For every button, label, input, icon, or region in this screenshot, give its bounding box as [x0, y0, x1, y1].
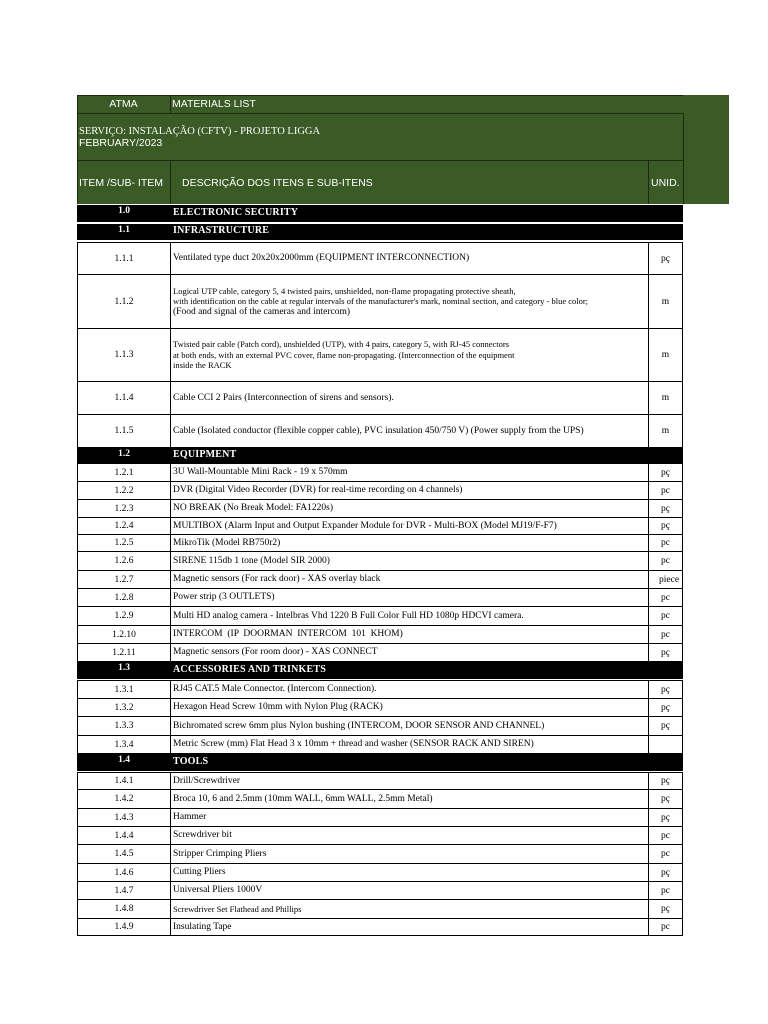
table-row [77, 552, 683, 571]
header-rule-1 [77, 113, 683, 114]
item-description: Screwdriver bit [171, 827, 649, 844]
col-header-unit: UNID. [651, 177, 680, 189]
item-description: Hexagon Head Screw 10mm with Nylon Plug (RACK) [171, 699, 649, 716]
col-header-item: ITEM /SUB- ITEM [79, 177, 163, 189]
item-description: MikroTik (Model RB750r2) [171, 535, 649, 551]
item-number: 1.2.2 [78, 482, 171, 499]
item-number: 1.4.8 [78, 900, 171, 918]
item-number: 1.1.4 [78, 382, 171, 414]
item-description: Power strip (3 OUTLETS) [171, 589, 649, 606]
item-description: Cable (Isolated conductor (flexible copper cable), PVC insulation 450/750 V) (Power supply from the UPS) [171, 415, 649, 447]
table-row [77, 589, 683, 607]
item-unit: pc [661, 922, 670, 932]
item-unit: pç [661, 776, 670, 786]
item-unit: pc [661, 485, 670, 496]
org-name: ATMA [109, 98, 138, 110]
item-number: 1.4.4 [78, 827, 171, 844]
item-description: Universal Pliers 1000V [171, 882, 649, 899]
item-description: INTERCOM (IP DOORMAN INTERCOM 101 KHOM) [171, 626, 649, 643]
table-row [77, 535, 683, 552]
item-description: Stripper Crimping Pliers [171, 845, 649, 863]
item-number: 1.4.2 [78, 790, 171, 808]
item-unit: m [661, 296, 670, 307]
description-line: Twisted pair cable (Patch cord), unshielded (UTP), with 4 pairs, category 5, with RJ-45 connectors [173, 339, 510, 350]
header-divider-2 [170, 160, 171, 204]
col-header-description: DESCRIÇÃO DOS ITENS E SUB-ITENS [182, 177, 373, 189]
item-unit: m [661, 393, 670, 403]
table-row [77, 845, 683, 864]
item-description: NO BREAK (No Break Model: FA1220s) [171, 500, 649, 517]
header-divider-4 [683, 113, 684, 204]
item-number: 1.2.1 [78, 464, 171, 481]
table-row [77, 790, 683, 809]
section-number: 1.1 [78, 224, 171, 239]
item-number: 1.4.3 [78, 809, 171, 826]
item-description: RJ45 CAT.5 Male Connector. (Intercom Connection). [171, 681, 649, 698]
item-unit: pc [661, 538, 670, 548]
item-description: DVR (Digital Video Recorder (DVR) for real-time recording on 4 channels) [171, 482, 649, 499]
description-line: at both ends, with an external PVC cover, flame non-propagating. (Interconnection of the equipment [173, 349, 515, 360]
item-unit: pç [661, 904, 670, 914]
header-divider-3 [648, 160, 649, 204]
table-row [77, 717, 683, 736]
item-description: Insulating Tape [171, 919, 649, 935]
item-number: 1.4.1 [78, 773, 171, 789]
item-number: 1.3.2 [78, 699, 171, 716]
item-number: 1.2.9 [78, 607, 171, 625]
doc-date: FEBRUARY/2023 [79, 137, 163, 149]
item-unit: pç [661, 721, 670, 731]
section-title: EQUIPMENT [173, 449, 237, 461]
item-number: 1.2.7 [78, 571, 171, 588]
item-unit: pc [661, 629, 670, 640]
item-description: Cable CCI 2 Pairs (Interconnection of sirens and sensors). [171, 382, 649, 414]
table-row [77, 607, 683, 626]
item-unit: pç [661, 467, 670, 478]
section-title: INFRASTRUCTURE [173, 225, 270, 237]
item-number: 1.4.7 [78, 882, 171, 899]
item-description: Hammer [171, 809, 649, 826]
item-number: 1.3.4 [78, 736, 171, 753]
item-unit: pç [661, 702, 670, 713]
item-description: Multi HD analog camera - Intelbras Vhd 1220 B Full Color Full HD 1080p HDCVI camera. [171, 607, 649, 625]
item-number: 1.2.6 [78, 552, 171, 570]
item-description: Magnetic sensors (For room door) - XAS CONNECT [171, 644, 649, 661]
item-description: Ventilated type duct 20x20x2000mm (EQUIPMENT INTERCONNECTION) [171, 243, 649, 274]
description-line: with identification on the cable at regular intervals of the manufacturer's mark, nominal section, and category - blue color; [173, 296, 589, 307]
item-number: 1.4.9 [78, 919, 171, 935]
table-row [77, 626, 683, 644]
item-unit: pc [661, 830, 670, 841]
item-unit: pç [661, 253, 670, 264]
section-number: 1.2 [78, 448, 171, 463]
item-number: 1.4.6 [78, 864, 171, 881]
table-row [77, 482, 683, 500]
item-unit: pc [661, 592, 670, 603]
section-number: 1.3 [78, 662, 171, 678]
table-row [77, 900, 683, 919]
header-block [77, 95, 729, 204]
item-description: Cutting Pliers [171, 864, 649, 881]
table-row [77, 919, 683, 936]
header-rule-2 [77, 160, 683, 161]
item-unit: pc [661, 885, 670, 896]
item-unit: piece [659, 574, 680, 585]
section-title: ACCESSORIES AND TRINKETS [173, 663, 326, 675]
description-line: (Food and signal of the cameras and intercom) [173, 306, 351, 317]
table-row [77, 772, 683, 790]
table-row [77, 415, 683, 448]
item-unit: m [661, 426, 670, 436]
table-row [77, 464, 683, 482]
table-row [77, 827, 683, 845]
section-row-equipment [77, 448, 683, 464]
item-description: Broca 10, 6 and 2.5mm (10mm WALL, 6mm WALL, 2.5mm Metal) [171, 790, 649, 808]
description-line: Logical UTP cable, category 5, 4 twisted pairs, unshielded, non-flame propagating protective sheath, [173, 285, 516, 296]
header-left-border [77, 95, 78, 204]
item-description: 3U Wall-Mountable Mini Rack - 19 x 570mm [171, 464, 649, 481]
item-unit [649, 736, 682, 753]
item-unit: m [661, 350, 670, 360]
item-number: 1.2.11 [78, 644, 171, 661]
service-title: SERVIÇO: INSTALAÇÃO (CFTV) - PROJETO LIGGA [79, 126, 321, 137]
table-row [77, 680, 683, 699]
table-row [77, 571, 683, 589]
item-unit: pç [661, 647, 670, 658]
item-unit: pç [661, 812, 670, 823]
item-unit: pc [661, 611, 670, 621]
item-unit: pç [661, 684, 670, 695]
item-description: Metric Screw (mm) Flat Head 3 x 10mm + thread and washer (SENSOR RACK AND SIREN) [171, 736, 649, 753]
materials-table [77, 205, 683, 936]
item-description [171, 275, 649, 328]
item-unit: pc [661, 556, 670, 566]
table-row [77, 518, 683, 535]
section-title: ELECTRONIC SECURITY [173, 206, 299, 218]
table-row [77, 736, 683, 754]
doc-title: MATERIALS LIST [172, 98, 256, 110]
table-row [77, 699, 683, 717]
header-divider-1 [170, 95, 171, 113]
item-unit: pc [661, 849, 670, 859]
item-number: 1.1.2 [78, 275, 171, 328]
table-row [77, 644, 683, 662]
item-number: 1.3.1 [78, 681, 171, 698]
item-number: 1.2.3 [78, 500, 171, 517]
item-number: 1.2.10 [78, 626, 171, 643]
item-unit: pç [661, 794, 670, 804]
item-description: Bichromated screw 6mm plus Nylon bushing (INTERCOM, DOOR SENSOR AND CHANNEL) [171, 717, 649, 735]
item-number: 1.1.1 [78, 243, 171, 274]
item-description [171, 329, 649, 381]
item-number: 1.1.5 [78, 415, 171, 447]
section-number: 1.4 [78, 754, 171, 770]
table-row [77, 329, 683, 382]
section-title: TOOLS [173, 755, 209, 767]
description-line: inside the RACK [173, 360, 232, 371]
section-row-accessories [77, 662, 683, 679]
table-row [77, 882, 683, 900]
table-row [77, 382, 683, 415]
item-description: SIRENE 115db 1 tone (Model SIR 2000) [171, 552, 649, 570]
table-row [77, 809, 683, 827]
item-number: 1.3.3 [78, 717, 171, 735]
section-row-tools [77, 754, 683, 771]
item-number: 1.2.8 [78, 589, 171, 606]
item-unit: pç [661, 867, 670, 878]
header-rule-top [77, 95, 683, 96]
item-description: MULTIBOX (Alarm Input and Output Expander Module for DVR - Multi-BOX (Model MJ19/F-F7) [171, 518, 649, 534]
item-description: Drill/Screwdriver [171, 773, 649, 789]
section-row-electronic-security [77, 205, 683, 222]
item-number: 1.4.5 [78, 845, 171, 863]
section-number: 1.0 [78, 205, 171, 221]
item-description: Magnetic sensors (For rack door) - XAS overlay black [171, 571, 649, 588]
table-row [77, 242, 683, 275]
item-number: 1.1.3 [78, 329, 171, 381]
item-unit: pç [661, 503, 670, 514]
table-row [77, 864, 683, 882]
table-row [77, 275, 683, 329]
item-description: Screwdriver Set Flathead and Phillips [171, 900, 649, 918]
section-row-infrastructure [77, 224, 683, 240]
item-number: 1.2.5 [78, 535, 171, 551]
item-unit: pç [661, 521, 670, 531]
item-number: 1.2.4 [78, 518, 171, 534]
table-row [77, 500, 683, 518]
